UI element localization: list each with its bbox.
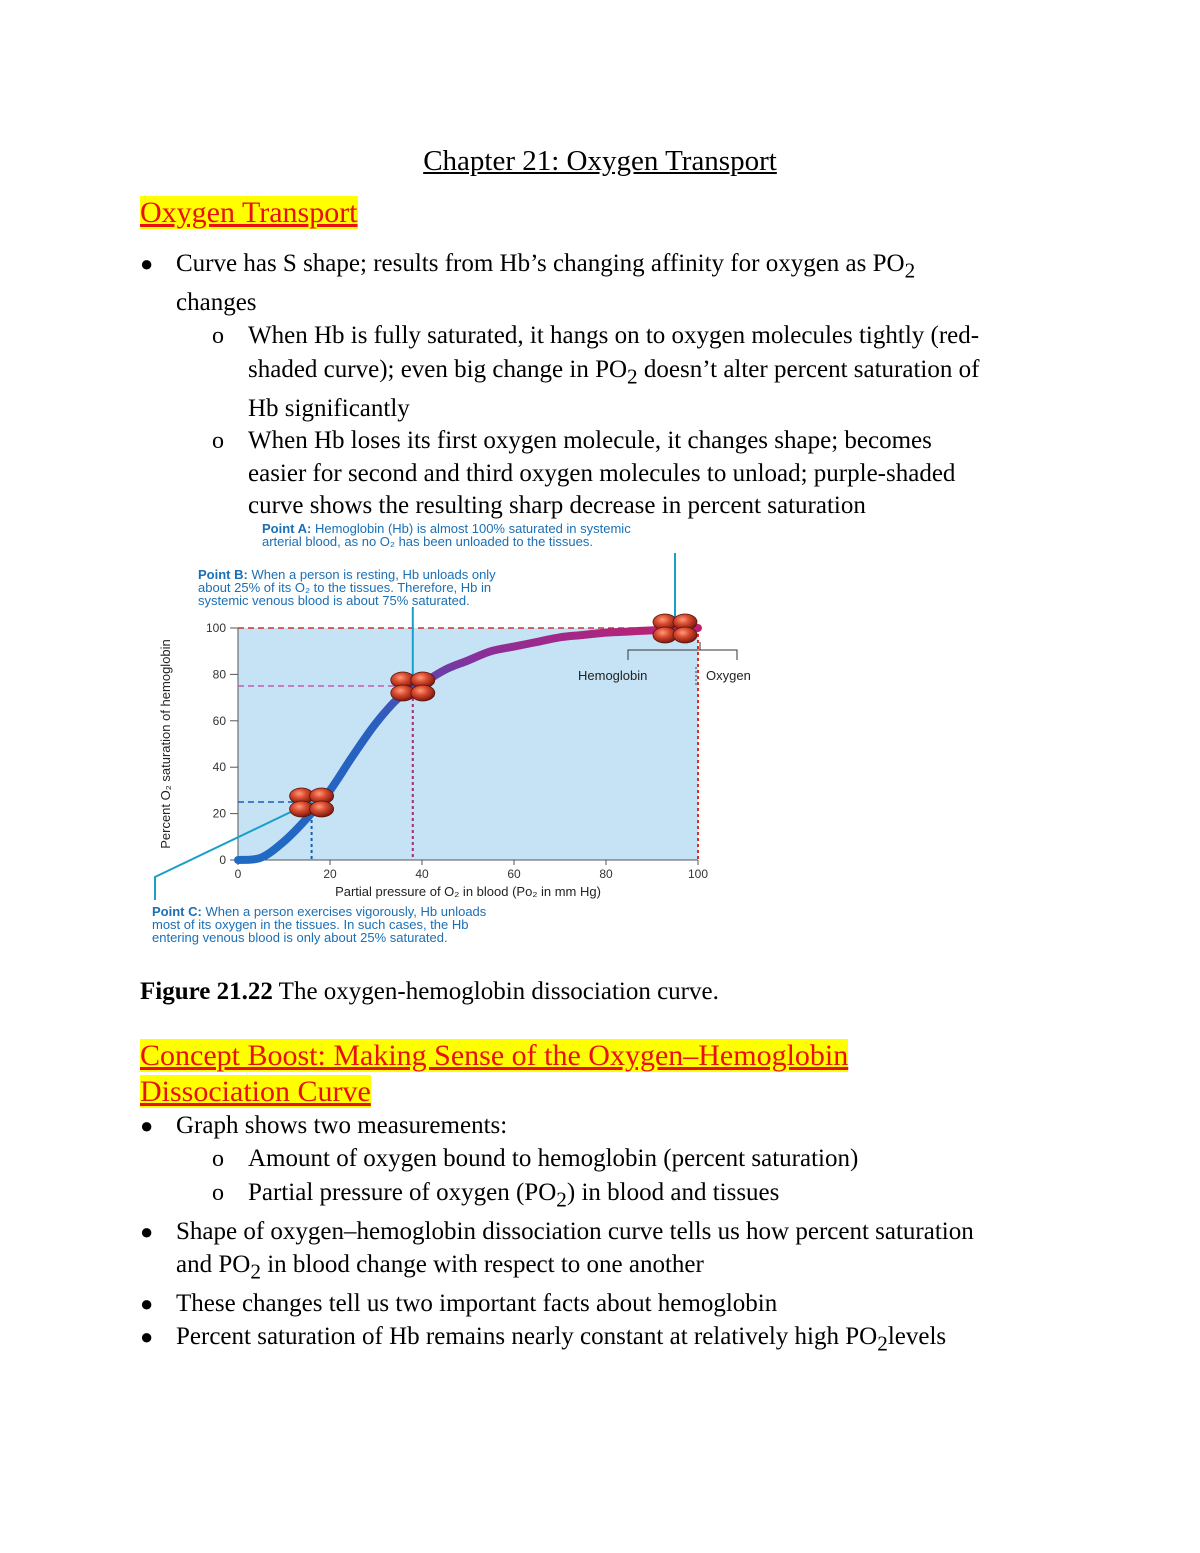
x-tick-label: 20 [323,867,337,881]
y-axis-label: Percent O₂ saturation of hemoglobin [158,639,173,849]
figure-caption [140,976,719,1008]
sub-bullet-text-line2: easier for second and third oxygen molecules to unload; purple-shaded [248,460,956,487]
sub-bullet-text: When Hb is fully saturated, it hangs on to oxygen molecules tightly (red- [248,322,980,349]
oxygen-label: Oxygen [706,668,751,683]
y-tick-label: 60 [212,713,226,728]
dissociation-curve-figure [140,515,840,955]
figure-caption-label: Figure 21.22 [140,978,273,1005]
bullet-icon: ● [140,1219,154,1244]
x-axis-label: Partial pressure of O₂ in blood (Po₂ in mm Hg) [335,884,601,899]
sub-bullet-text: When Hb loses its first oxygen molecule, it changes shape; becomes [248,427,932,454]
x-tick-label: 60 [507,867,521,881]
text-part: ) in blood and tissues [566,1179,780,1206]
subscript: 2 [877,1331,888,1356]
section-heading-concept-boost [140,1038,848,1074]
point-a-text: Hemoglobin (Hb) is almost 100% saturated in systemic [311,521,631,536]
figure-caption-text: The oxygen-hemoglobin dissociation curve. [272,978,719,1005]
text-part: in blood change with respect to one another [260,1251,704,1278]
hemoglobin-subunit [673,627,697,643]
sub-bullet-text [248,1177,780,1212]
hemoglobin-subunit [411,685,435,701]
bullet-text-constant [176,1321,947,1356]
text-part: shaded curve); even big change in PO [248,356,628,383]
bullet-text-s-shape [176,248,916,283]
section-heading-oxygen-transport [140,195,358,231]
sub-bullet-text-line3: Hb significantly [248,395,410,422]
point-c-title: Point C: [152,904,202,919]
y-tick-label: 20 [212,806,226,821]
bullet-text-shape-line2 [176,1249,704,1284]
text-part: levels [887,1323,947,1350]
sub-bullet-text: Amount of oxygen bound to hemoglobin (percent saturation) [248,1145,859,1172]
sub-bullet-icon: o [212,323,224,349]
page-title: Chapter 21: Oxygen Transport [423,145,777,177]
hemoglobin-subunit [310,801,334,817]
bullet-icon: ● [140,1324,154,1349]
bullet-text-continuation: changes [176,289,257,316]
bullet-icon: ● [140,1113,154,1138]
point-c-text: When a person exercises vigorously, Hb unloads [201,904,487,919]
section-heading-text: Oxygen Transport [140,196,358,229]
sub-bullet-icon: o [212,1180,224,1206]
point-b-title: Point B: [198,567,248,582]
bullet-text-changes: These changes tell us two important facts about hemoglobin [176,1290,778,1317]
section-heading-text-line2: Dissociation Curve [140,1075,371,1108]
point-a-text-line2: arterial blood, as no O₂ has been unloaded to the tissues. [262,534,593,549]
x-tick-label: 0 [234,867,242,881]
subscript: 2 [250,1259,261,1284]
x-tick-label: 40 [415,867,429,881]
chart-svg [140,515,840,955]
sub-bullet-text-line2 [248,354,980,389]
section-heading-text-line1: Concept Boost: Making Sense of the Oxygen–Hemoglobin [140,1039,849,1072]
x-tick-label: 80 [599,867,613,881]
bullet-text-two-measurements: Graph shows two measurements: [176,1112,508,1139]
sub-bullet-text-line3: curve shows the resulting sharp decrease in percent saturation [248,492,866,519]
subscript: 2 [904,258,916,283]
sub-bullet-icon: o [212,428,224,454]
point-b-text-line2: about 25% of its O₂ to the tissues. Therefore, Hb in [198,580,492,595]
y-tick-label: 40 [212,760,226,775]
point-b-text-line3: systemic venous blood is about 75% saturated. [198,593,470,608]
point-c-text-line2: most of its oxygen in the tissues. In such cases, the Hb [152,917,469,932]
subscript: 2 [556,1187,567,1212]
y-tick-label: 80 [212,667,226,682]
point-a-title: Point A: [262,521,312,536]
bullet-text-part: Curve has S shape; results from Hb’s changing affinity for oxygen as PO [176,250,905,277]
subscript: 2 [627,364,638,389]
section-heading-concept-boost-line2 [140,1074,371,1110]
text-part: Percent saturation of Hb remains nearly constant at relatively high PO [176,1323,878,1350]
sub-bullet-icon: o [212,1146,224,1172]
oxygen-bracket [700,650,737,660]
bullet-icon: ● [140,251,154,276]
bullet-text-shape: Shape of oxygen–hemoglobin dissociation curve tells us how percent saturation [176,1218,974,1245]
x-tick-label: 100 [687,867,709,881]
text-part: Partial pressure of oxygen (PO [248,1179,557,1206]
point-b-text: When a person is resting, Hb unloads only [247,567,496,582]
bullet-icon: ● [140,1291,154,1316]
y-tick-label: 0 [219,853,226,867]
y-tick-label: 100 [205,621,226,635]
text-part: doesn’t alter percent saturation of [637,356,980,383]
text-part: and PO [176,1251,251,1278]
hemoglobin-label: Hemoglobin [578,668,648,683]
point-c-text-line3: entering venous blood is only about 25% saturated. [152,930,448,945]
